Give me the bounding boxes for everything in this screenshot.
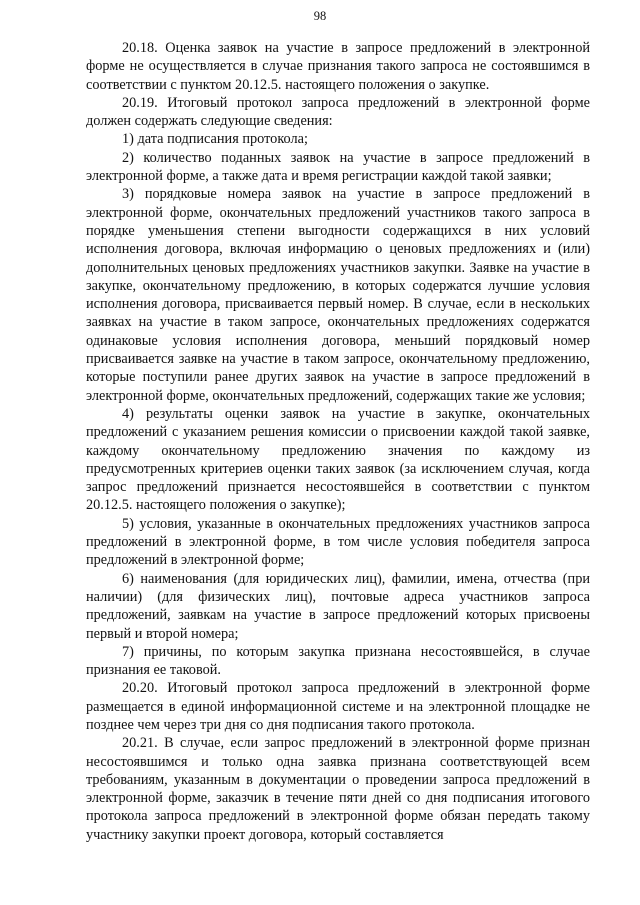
list-item-7: 7) причины, по которым закупка признана несостоявшейся, в случае признания ее таковой. [86,643,590,679]
paragraph-20-19: 20.19. Итоговый протокол запроса предложений в электронной форме должен содержать следующие сведения: [86,94,590,130]
list-item-4: 4) результаты оценки заявок на участие в закупке, окончательных предложений с указанием решения комиссии о присвоении каждой такой заявке, каждому окончательному предложению значения по каждому из предусмотренных критериев оценки таких заявок (за исключением случая, когда запрос предложений признается несостоявшейся в соответствии с пунктом 20.12.5. настоящего положения о закупке); [86,405,590,514]
list-item-3: 3) порядковые номера заявок на участие в запросе предложений в электронной форме, окончательных предложений участников такого запроса в порядке уменьшения степени выгодности содержащихся в них условий исполнения договора, включая информацию о ценовых предложениях и (или) дополнительных ценовых предложениях участников закупки. Заявке на участие в закупке, окончательному предложению, в которых содержатся лучшие условия исполнения договора, присваивается первый номер. В случае, если в нескольких заявках на участие в таком запросе, окончательных предложениях содержатся одинаковые условия исполнения договора, меньший порядковый номер присваивается заявке на участие в таком запросе, окончательному предложению, которые поступили ранее других заявок на участие в запросе предложений в электронной форме, окончательных предложений, содержащих такие же условия; [86,186,590,404]
list-item-1: 1) дата подписания протокола; [122,131,308,148]
page-number: 98 [313,9,327,23]
paragraph-20-18: 20.18. Оценка заявок на участие в запросе предложений в электронной форме не осуществляется в случае признания такого запроса не состоявшимся в соответствии с пунктом 20.12.5. настоящего положения о закупке. [86,40,590,93]
list-item-2: 2) количество поданных заявок на участие в запросе предложений в электронной форме, а также дата и время регистрации каждой такой заявки; [86,149,590,185]
list-item-5: 5) условия, указанные в окончательных предложениях участников запроса предложений в электронной форме, в том числе условия победителя запроса предложений в электронной форме; [86,515,590,569]
paragraph-20-21: 20.21. В случае, если запрос предложений в электронной форме признан несостоявшимся и только одна заявка признана соответствующей всем требованиям, указанным в документации о проведении запроса предложений в электронной форме, заказчик в течение пяти дней со дня подписания итогового протокола запроса предложений в электронной форме обязан передать такому участнику закупки проект договора, который составляется [86,735,590,843]
list-item-6: 6) наименования (для юридических лиц), фамилии, имена, отчества (при наличии) (для физических лиц), почтовые адреса участников запроса предложений, заявкам на участие в запросе предложений которых присвоены первый и второй номера; [86,570,590,642]
document-body [86,39,590,844]
paragraph-20-20: 20.20. Итоговый протокол запроса предложений в электронной форме размещается в единой информационной системе и на электронной площадке не позднее чем через три дня со дня подписания такого протокола. [86,680,590,733]
